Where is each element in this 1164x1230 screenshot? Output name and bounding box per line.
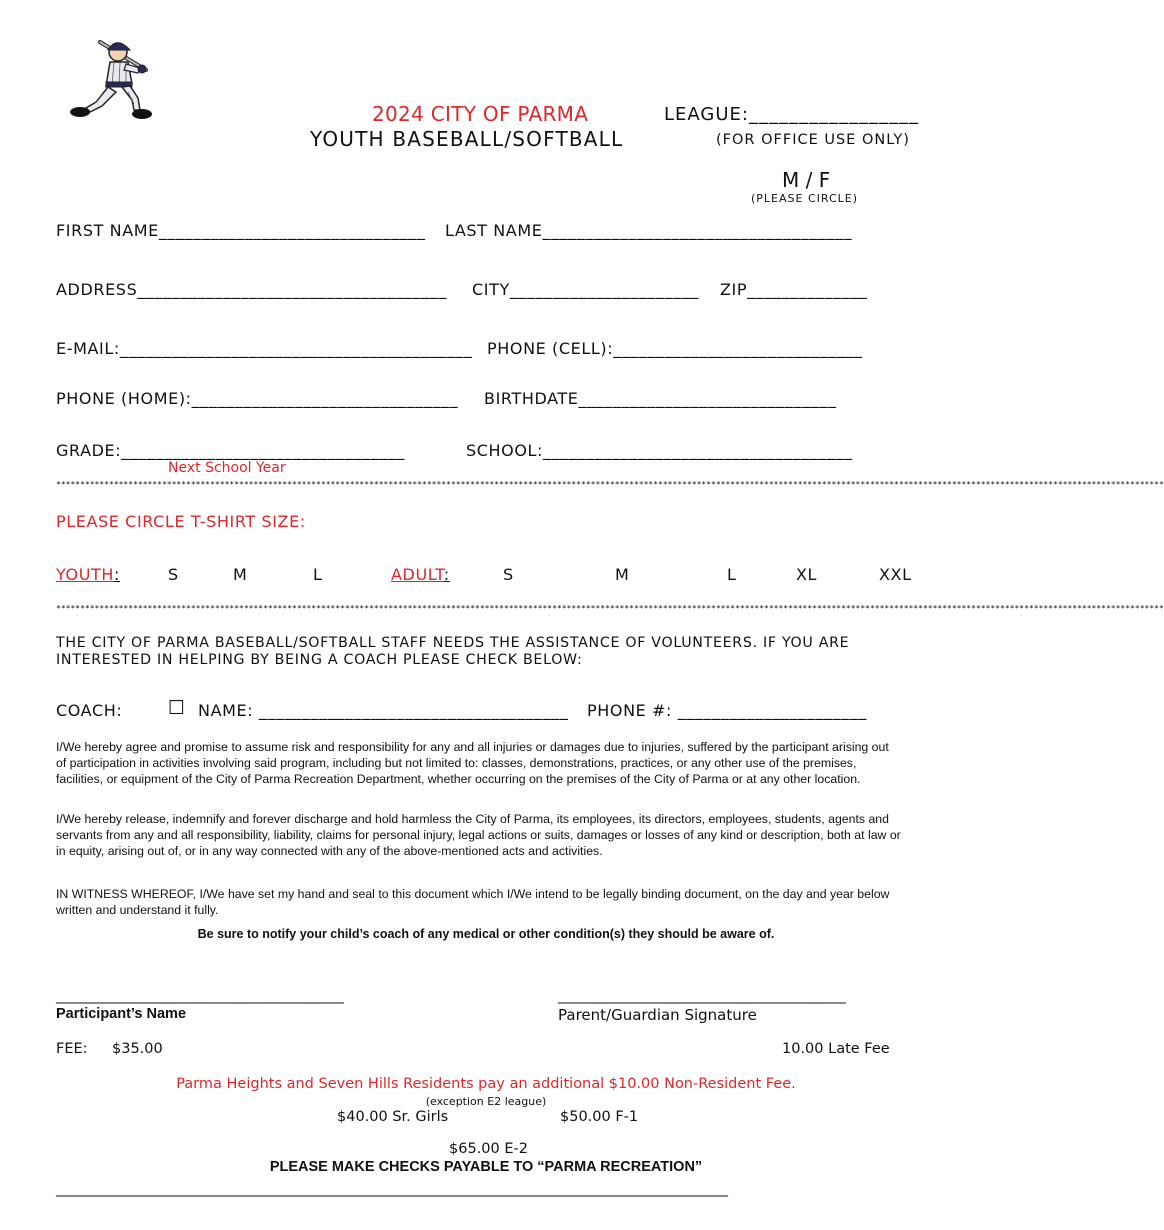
nonresident-fee-note: Parma Heights and Seven Hills Residents pay an additional $10.00 Non-Resident Fee. bbox=[176, 1076, 796, 1092]
youth-label: YOUTH bbox=[56, 565, 115, 584]
youth-colon: : bbox=[114, 565, 121, 584]
coach-name-field[interactable]: NAME: ____________________________________ bbox=[198, 701, 569, 720]
exception-note: (exception E2 league) bbox=[425, 1095, 547, 1108]
cell-phone-field[interactable]: PHONE (CELL):_____________________________ bbox=[487, 339, 863, 358]
e2-fee: $65.00 E-2 bbox=[449, 1141, 528, 1157]
adult-size-xxl[interactable]: XXL bbox=[879, 565, 912, 584]
divider-top: ************************************************************************************************************************************************************************************************************************************** bbox=[56, 480, 1164, 489]
tshirt-heading: PLEASE CIRCLE T-SHIRT SIZE: bbox=[56, 512, 306, 531]
witness-paragraph: IN WITNESS WHEREOF, I/We have set my hand and seal to this document which I/We intend to be legally binding document, on the day and year below written and understand it fully. bbox=[56, 887, 890, 917]
please-circle-note: (PLEASE CIRCLE) bbox=[751, 192, 859, 205]
first-name-field[interactable]: FIRST NAME_______________________________ bbox=[56, 221, 426, 240]
city-field[interactable]: CITY______________________ bbox=[472, 280, 700, 299]
adult-size-s[interactable]: S bbox=[503, 565, 514, 584]
league-field[interactable]: LEAGUE:_________________ bbox=[664, 104, 919, 125]
baseball-player-logo bbox=[66, 36, 158, 120]
home-phone-field[interactable]: PHONE (HOME):_______________________________ bbox=[56, 389, 459, 408]
coach-phone-field[interactable]: PHONE #: ______________________ bbox=[587, 701, 867, 720]
bottom-line: ________________________________________________________________________________________________ bbox=[56, 1181, 728, 1197]
guardian-signature-line[interactable]: ________________________________________ bbox=[558, 988, 846, 1004]
participant-name-label: Participant’s Name bbox=[56, 1006, 187, 1022]
coach-label: COACH: bbox=[56, 701, 123, 720]
medical-notice: Be sure to notify your child’s coach of any medical or other condition(s) they should be aware of. bbox=[197, 927, 775, 941]
gender-option[interactable]: M / F bbox=[782, 168, 831, 192]
adult-size-m[interactable]: M bbox=[615, 565, 630, 584]
adult-size-label bbox=[391, 565, 450, 584]
youth-size-label bbox=[56, 565, 120, 584]
youth-size-m[interactable]: M bbox=[233, 565, 248, 584]
liability-paragraph-2: I/We hereby release, indemnify and forever discharge and hold harmless the City of Parma, its employees, its directors, employees, students, agents and servants from any and all responsibility, liability, claims for personal injury, legal actions or suits, damages or losses of any kind or description, both at law or in equity, arising out of, or in any way connected with any of the above-mentioned acts and activities. bbox=[56, 812, 901, 858]
guardian-signature-label: Parent/Guardian Signature bbox=[558, 1006, 757, 1024]
volunteer-text: THE CITY OF PARMA BASEBALL/SOFTBALL STAFF NEEDS THE ASSISTANCE OF VOLUNTEERS. IF YOU ARE INTERESTED IN HELPING BY BEING A COACH PLEASE CHECK BELOW: bbox=[56, 635, 850, 668]
address-field[interactable]: ADDRESS____________________________________ bbox=[56, 280, 447, 299]
youth-size-l[interactable]: L bbox=[313, 565, 323, 584]
school-field[interactable]: SCHOOL:____________________________________ bbox=[466, 441, 853, 460]
form-title-year: 2024 CITY OF PARMA bbox=[372, 102, 589, 126]
office-use-note: (FOR OFFICE USE ONLY) bbox=[716, 132, 910, 148]
next-school-year-note: Next School Year bbox=[168, 460, 286, 476]
participant-signature-line[interactable]: ________________________________________ bbox=[56, 988, 344, 1004]
last-name-field[interactable]: LAST NAME____________________________________ bbox=[445, 221, 853, 240]
zip-field[interactable]: ZIP______________ bbox=[720, 280, 868, 299]
adult-size-l[interactable]: L bbox=[727, 565, 737, 584]
form-title-program: YOUTH BASEBALL/SOFTBALL bbox=[310, 127, 624, 151]
fee-amount: $35.00 bbox=[112, 1041, 163, 1057]
sr-girls-fee: $40.00 Sr. Girls bbox=[337, 1109, 449, 1125]
email-field[interactable]: E-MAIL:_________________________________________ bbox=[56, 339, 473, 358]
fee-label: FEE: bbox=[56, 1041, 88, 1057]
birthdate-field[interactable]: BIRTHDATE______________________________ bbox=[484, 389, 837, 408]
coach-checkbox[interactable]: ☐ bbox=[168, 697, 186, 719]
divider-bottom: ************************************************************************************************************************************************************************************************************************************** bbox=[56, 604, 1164, 613]
adult-colon: : bbox=[443, 565, 450, 584]
liability-paragraph-1: I/We hereby agree and promise to assume risk and responsibility for any and all injuries or damages due to injuries, suffered by the participant arising out of participation in activities involving said program, including but not limited to: classes, demonstrations, practices, or any other use of the premises, facilities, or equipment of the City of Parma Recreation Department, whether occurring on the premises of the City of Parma or at any other location. bbox=[56, 740, 889, 786]
late-fee: 10.00 Late Fee bbox=[782, 1041, 890, 1057]
adult-label: ADULT bbox=[391, 565, 444, 584]
youth-size-s[interactable]: S bbox=[168, 565, 179, 584]
f1-fee: $50.00 F-1 bbox=[560, 1109, 639, 1125]
grade-field[interactable]: GRADE:_________________________________ bbox=[56, 441, 406, 460]
payable-notice: PLEASE MAKE CHECKS PAYABLE TO “PARMA RECREATION” bbox=[269, 1159, 703, 1175]
adult-size-xl[interactable]: XL bbox=[796, 565, 818, 584]
